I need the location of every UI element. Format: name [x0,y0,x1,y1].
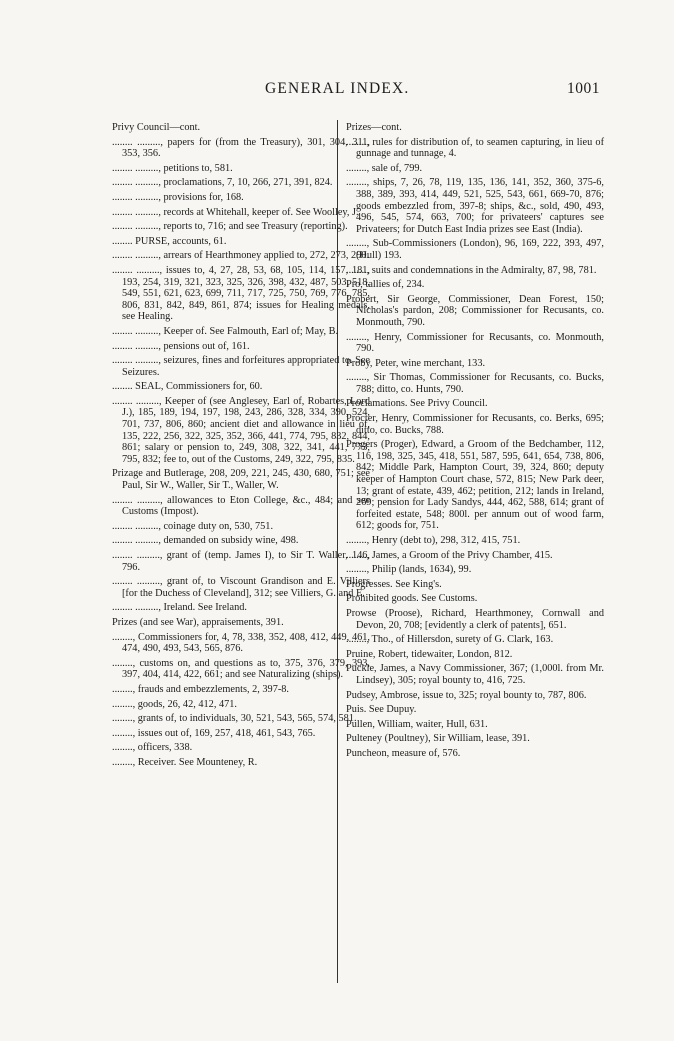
index-entry: ........, frauds and embezzlements, 2, 397-8. [112,683,289,695]
index-entry: ........, rules for distribution of, to seamen capturing, in lieu of gunnage and tunnage, 4. [346,136,604,160]
index-entry: ........, Sub-Commissioners (London), 96, 169, 222, 393, 497, (Hull) 193. [346,238,604,261]
index-entry: ........, customs on, and questions as to, 375, 376, 379, 393, 397, 404, 414, 422, 661; and see Naturalizing (ships). [112,657,370,681]
index-entry: ........ ........., issues to, 4, 27, 28, 53, 68, 105, 114, 157, 181, 193, 254, 319, 321, 323, 325, 326, 398, 432, 487, 503, 518, 549, 551, 621, 623, 699, 711, 717, 725, 750, 769, 776, 785, 806, 831, 842, 849, 861, 874; issues for Healing medals, see Healing. [112,264,370,323]
index-entry: Puis. See Dupuy. [346,704,417,716]
index-entry: ........, Henry, Commissioner for Recusants, co. Monmouth, 790. [346,331,604,355]
index-entry: ........, suits and condemnations in the Admiralty, 87, 98, 781. [346,264,597,276]
index-entry: Progresses. See King's. [346,578,442,590]
index-entry: ........ ........., coinage duty on, 530, 751. [112,520,274,532]
index-entry: ........ ........., records at Whitehall, keeper of. See Woolley, J. [112,206,359,218]
index-entry: ........, Commissioners for, 4, 78, 338, 352, 408, 412, 449, 461, 474, 490, 493, 543, 565, 876. [112,631,370,655]
index-entry: ........, issues out of, 169, 257, 418, 461, 543, 765. [112,727,316,739]
index-entry: ........, James, a Groom of the Privy Chamber, 415. [346,549,553,561]
index-entry: Progers (Proger), Edward, a Groom of the Bedchamber, 112, 116, 198, 325, 345, 418, 551, 587, 595, 641, 654, 738, 806, 842; Middle Park, Hampton Court, 39, 324, 860; deputy keeper of Hampton Court chase, 572, 815; New Park deer, 13; grant of estate, 439, 462; petition, 212; lands in Ireland, 269; pension for Lady Sandys, 444, 462, 588, 614; grant of forfeited estate, 548; 800l. per annum out of wood farm, 612; goods for, 751. [346,439,604,532]
index-entry: ........, sale of, 799. [346,162,423,174]
index-entry: Puncheon, measure of, 576. [346,747,461,759]
index-entry: Prowse (Proose), Richard, Hearthmoney, Cornwall and Devon, 20, 708; [evidently a clerk of patents], 651. [346,607,604,631]
index-entry: ........ ........., reports to, 716; and see Treasury (reporting). [112,221,348,233]
index-entry: ........ ........., demanded on subsidy wine, 498. [112,535,299,547]
index-entry: ........ SEAL, Commissioners for, 60. [112,381,263,393]
index-entry: Puckle, James, a Navy Commissioner, 367; (1,000l. from Mr. Lindsey), 305; royal bounty to, 416, 725. [346,663,604,686]
index-entry: Procter, Henry, Commissioner for Recusants, co. Berks, 695; ditto, co. Bucks, 788. [346,413,604,436]
index-entry: ........ ........., Ireland. See Ireland. [112,602,247,614]
index-entry: ........ ........., proclamations, 7, 10, 266, 271, 391, 824. [112,177,333,189]
index-entry: ........, ships, 7, 26, 78, 119, 135, 136, 141, 352, 360, 375-6, 388, 389, 393, 414, 449, 521, 525, 543, 661, 669-70, 876; goods embezzled from, 397-8; ships, &c., sold, 490, 493, 496, 545, 574, 663, 700; for privateers' captures see Privateers; for Dutch East India prizes see East (India). [346,177,604,235]
index-entry: ........ ........., provisions for, 168. [112,191,244,203]
index-entry: Pro, tallies of, 234. [346,279,425,291]
index-entry: Prohibited goods. See Customs. [346,593,478,605]
index-entry: ........, Tho., of Hillersdon, surety of G. Clark, 163. [346,634,554,646]
index-entry: ........ ........., seizures, fines and forfeitures appropriated to. See Seizures. [112,355,370,378]
index-entry: ........ ........., papers for (from the Treasury), 301, 304, 311, 353, 356. [112,136,370,160]
index-entry: ........ ........., allowances to Eton College, &c., 484; and see Customs (Impost). [112,494,370,518]
index-entry: ........ ........., Keeper of (see Anglesey, Earl of, Robartes, Lord J.), 185, 189, 194, 197, 198, 243, 286, 328, 334, 390, 524, 701, 737, 806, 860; ancient diet and allowance in lieu of, 135, 222, 256, 322, 325, 352, 366, 441, 774, 795, 832, 844, 861; salary or pension to, 249, 308, 322, 341, 441, 773, 795, 832; fee to, out of the Customs, 249, 322, 795, 835. [112,395,370,465]
index-entry: Prizes—cont. [346,122,402,133]
index-entry: ........ ........., arrears of Hearthmoney applied to, 272, 273, 290. [112,250,370,262]
index-entry: Probert, Sir George, Commissioner, Dean Forest, 150; Nicholas's pardon, 208; Commissioner for Recusants, co. Monmouth, 790. [346,293,604,328]
index-entry: ........, Philip (lands, 1634), 99. [346,564,472,576]
index-entry: ........, Receiver. See Mounteney, R. [112,756,258,768]
page-header [115,80,600,100]
index-entry: ........ ........., grant of (temp. James I), to Sir T. Waller, 146, 796. [112,550,370,573]
index-entry: Prizage and Butlerage, 208, 209, 221, 245, 430, 680, 751; see Paul, Sir W., Waller, Sir T., Waller, W. [112,468,370,492]
index-entry: ........ PURSE, accounts, 61. [112,235,227,247]
index-entry: ........ ........., pensions out of, 161. [112,340,250,352]
running-title: GENERAL INDEX. [265,80,410,97]
index-entry: Pullen, William, waiter, Hull, 631. [346,718,488,730]
left-column [112,122,370,772]
index-entry: ........, officers, 338. [112,742,193,754]
index-entry: ........, grants of, to individuals, 30, 521, 543, 565, 574, 581. [112,713,357,725]
index-entry: ........ ........., grant of, to Viscount Grandison and E. Villiers [for the Duchess of Cleveland], 312; see Villiers, G. and E. [112,576,370,599]
index-entry: Proby, Peter, wine merchant, 133. [346,357,486,369]
index-entry: Pruine, Robert, tidewaiter, London, 812. [346,648,513,660]
index-entry: ........, Sir Thomas, Commissioner for Recusants, co. Bucks, 788; ditto, co. Hunts, 790. [346,372,604,395]
right-column [346,122,604,763]
index-entry: Prizes (and see War), appraisements, 391. [112,616,284,628]
index-entry: ........, goods, 26, 42, 412, 471. [112,698,237,710]
index-entry: ........, Henry (debt to), 298, 312, 415, 751. [346,535,521,546]
index-entry: Pulteney (Poultney), Sir William, lease, 391. [346,733,530,745]
page-number: 1001 [567,80,600,97]
index-entry: Proclamations. See Privy Council. [346,398,488,410]
index-entry: Pudsey, Ambrose, issue to, 325; royal bounty to, 787, 806. [346,689,587,701]
index-entry: ........ ........., petitions to, 581. [112,162,233,174]
index-entry: ........ ........., Keeper of. See Falmouth, Earl of; May, B. [112,325,339,337]
index-entry: Privy Council—cont. [112,122,201,133]
